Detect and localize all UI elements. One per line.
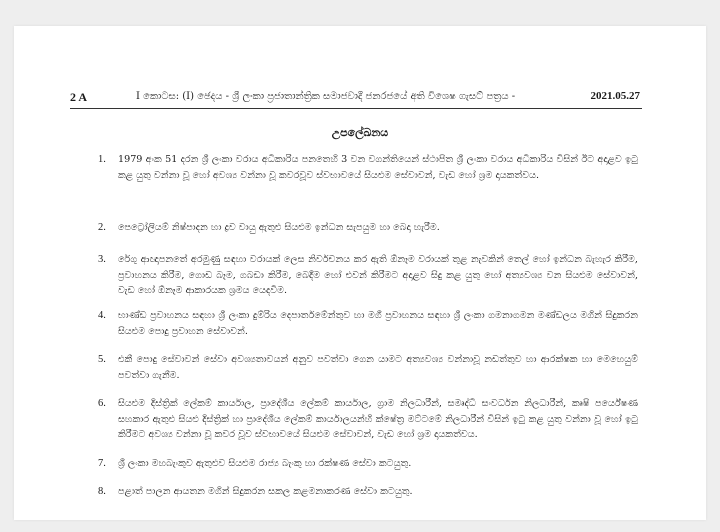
item-text: පෙට්‍රෝලියම් නිෂ්පාදන හා ද්‍රව වායු ඇතුළු සියළුම ඉන්ධන සැපයුම හා බෙදා හැරීම. (118, 222, 440, 233)
schedule-title: උපලේඛනය (331, 126, 389, 139)
gazette-title: I කොටස: (I) ඡෙදය - ශ්‍රී ලංකා ප්‍රජාතාන්ත්‍රික සමාජවාදී ජනරජයේ අති විශෙෂ ගැසට් පත්‍රය - (136, 91, 516, 102)
item-text: භාණ්ඩ ප්‍රවාහනය සඳහා ශ්‍රී ලංකා දුම්රිය දෙපාර්තමේන්තුව හා මගී ප්‍රවාහනය සඳහා ශ්‍රී ලංකා ගමනාගමන මණ්ඩලය මගින් සිදුකරන සියළුම පොදු ප්‍රවාහන සේවාවන්. (118, 310, 638, 337)
item-number: 3. (98, 254, 106, 265)
item-text: ශ්‍රී ලංකා මහබැංකුව ඇතුළුව සියළුම රාජ්‍ය බැංකු හා රක්ෂණ සේවා කටයුතු. (118, 458, 412, 469)
item-text: 1979 අංක 51 දරන ශ්‍රී ලංකා වරාය අධිකාරිය පනතෙහි 3 වන වගන්තියෙන් ස්ථාපිත ශ්‍රී ලංකා වරාය අධිකාරිය විසින් ඊට අදාළව ඉටු කළ යුතු වන්නා වූ හෝ අවශ්‍ය වන්නා වූ කවරවූව ස්වභාවයේ සියළුම සේවාවන්, වැඩ හෝ ශ්‍රම දායකත්වය. (118, 154, 638, 181)
item-number: 1. (98, 154, 106, 165)
item-text: සියළුම දිස්ත්‍රික් ලේකම් කාර්යාල, ප්‍රාදේශීය ලේකම් කාර්යාල, ග්‍රාම නිලධාරීන්, සමෘද්ධි සංවර්ධන නිලධාරීන්, කෘෂි පර්යේෂණ සහකාර ඇතුළු සියළු දිස්ත්‍රික් හා ප්‍රාදේශීය ලේකම් කාර්යාලයන්හි ක්ෂේත්‍ර මට්ටමේ නිලධාරීන් විසින් ඉටු කළ යුතු වන්නා වූ හෝ ඉටු කිරීමට අවශ්‍ය වන්නා වූ කවර වූව ස්වභාවයේ සියළුම සේවාවන්, වැඩ හෝ ශ්‍රම දායකත්වය. (118, 398, 638, 440)
page-header (70, 90, 640, 106)
item-number: 8. (98, 486, 106, 497)
item-number: 5. (98, 354, 106, 365)
item-number: 6. (98, 398, 106, 409)
item-text: එකී පොදු සේවාවන් සේවා අවශ්‍යතාවයන් අනුව පවත්වා ගෙන යාමට අත්‍යවශ්‍ය වන්නාවූ නඩත්තුව හා ආරක්ෂක හා මෙහෙයුම් පවත්වා ගැනීම. (118, 354, 638, 381)
item-number: 4. (98, 310, 106, 321)
item-text: පළාත් පාලන ආයතන මගින් සිදුකරන සකල කළමනාකරණ සේවා කටයුතු. (118, 486, 413, 497)
item-text: රේගු ආඥාපනතේ අරමුණු සඳහා වරායක් ලෙස නිර්වචනය කර ඇති ඕනෑම වරායක් තුළ නැවකින් තෙල් හෝ ඉන්ධන බැහැර කිරීම, ප්‍රවාහනය කිරීම, ගොඩ බෑම, ගබඩා කිරීම, බෙදීම හෝ එවන් කිරීමට අදාළව සිදු කළ යුතු හෝ අත්‍යවශ්‍ය වන සියළුම සේවාවන්, වැඩ හෝ ඕනෑම ආකාරයක ශ්‍රමය යෙදවීම. (118, 254, 638, 296)
header-rule (70, 108, 642, 109)
item-number: 7. (98, 458, 106, 469)
page-number: 2 A (70, 90, 88, 104)
item-number: 2. (98, 222, 106, 233)
gazette-page (14, 26, 706, 520)
gazette-date: 2021.05.27 (590, 90, 640, 102)
